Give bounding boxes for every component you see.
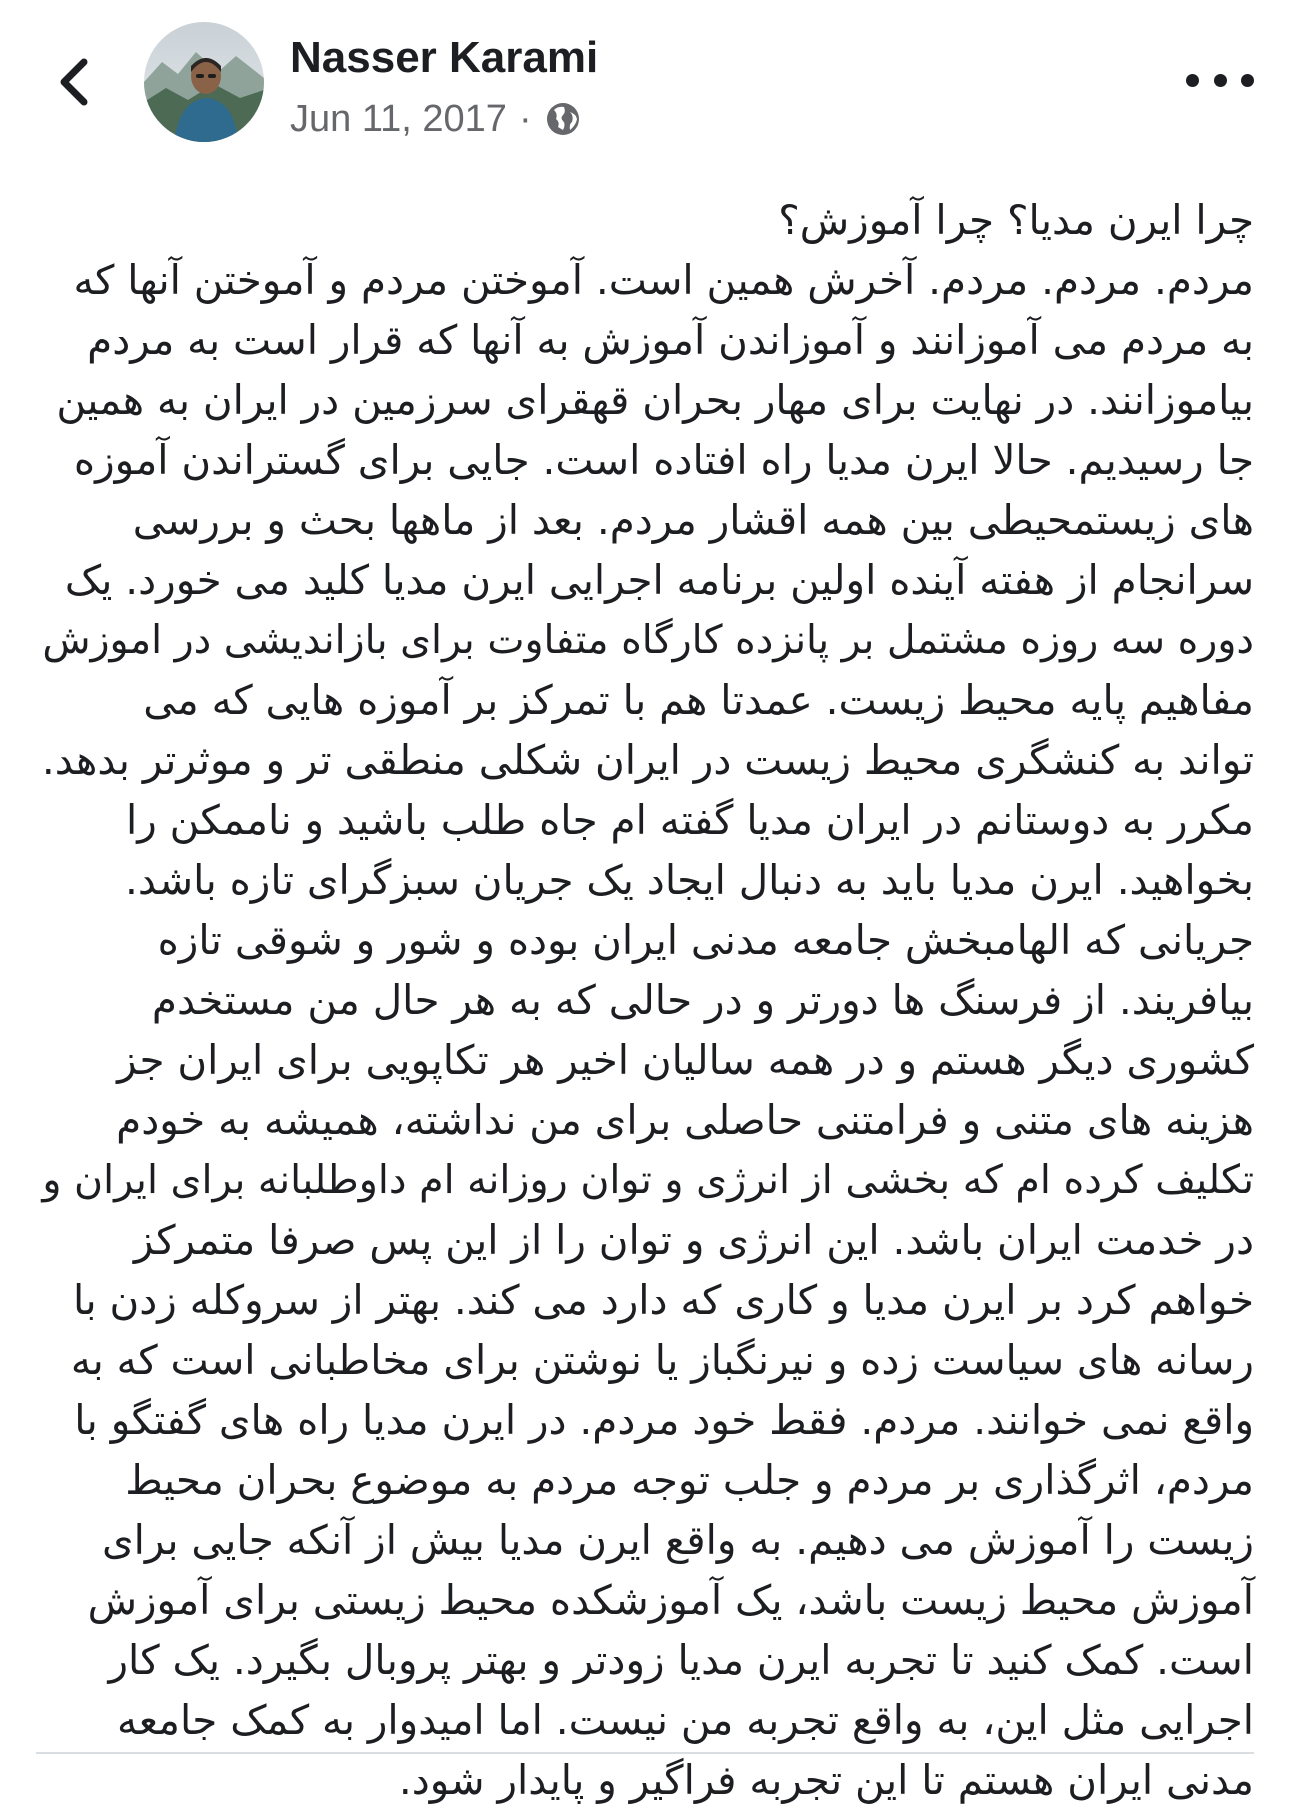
avatar[interactable]	[144, 22, 264, 142]
post-text-line: مدنی ایران هستم تا این تجربه فراگیر و پایدار شود.	[398, 1756, 1254, 1804]
author-name[interactable]: Nasser Karami	[290, 33, 599, 82]
post-text-line: دوره سه روزه مشتمل بر پانزده کارگاه متفاوت برای بازاندیشی در اموزش	[42, 617, 1254, 663]
more-dot-icon	[1186, 74, 1199, 87]
post-text-line: چرا ایرن مدیا؟ چرا آموزش؟	[778, 196, 1254, 244]
post-text-line: بیاموزانند. در نهایت برای مهار بحران قهقرای سرزمین در ایران به همین	[56, 376, 1254, 424]
post-text-line: اجرایی مثل این، به واقع تجربه من نیست. اما امیدوار به کمک جامعه	[117, 1696, 1254, 1744]
more-dot-icon	[1241, 74, 1254, 87]
post-text	[36, 190, 1254, 1810]
avatar-image	[144, 22, 264, 142]
chevron-left-icon	[54, 54, 94, 110]
meta-separator: ·	[518, 97, 532, 140]
post-text-line: های زیستمحیطی بین همه اقشار مردم. بعد از ماهها بحث و بررسی	[132, 496, 1254, 544]
post-text-line: تکلیف کرده ام که بخشی از انرژی و توان روزانه ام داوطلبانه برای ایران و	[42, 1157, 1254, 1203]
post-text-line: سرانجام از هفته آینده اولین برنامه اجرایی ایرن مدیا کلید می خورد. یک	[64, 556, 1254, 604]
back-button[interactable]	[44, 46, 104, 118]
more-dot-icon	[1214, 74, 1227, 87]
post-text-line: به مردم می آموزانند و آموزاندن آموزش به آنها که قرار است به مردم	[87, 316, 1254, 364]
post-text-line: مردم، اثرگذاری بر مردم و جلب توجه مردم به موضوع بحران محیط	[125, 1456, 1254, 1504]
post-text-line: مردم. مردم. مردم. آخرش همین است. آموختن مردم و آموختن آنها که	[73, 256, 1254, 304]
post-text-line: جا رسیدیم. حالا ایرن مدیا راه افتاده است. جایی برای گستراندن آموزه	[73, 436, 1254, 484]
post-text-line: مکرر به دوستانم در ایران مدیا گفته ام جاه طلب باشید و ناممکن را	[126, 796, 1254, 844]
more-options-button[interactable]	[1186, 58, 1254, 102]
globe-icon	[544, 100, 582, 138]
post-text-line: در خدمت ایران باشد. این انرژی و توان را از این پس صرفا متمرکز	[133, 1216, 1254, 1264]
post-text-line: بخواهید. ایرن مدیا باید به دنبال ایجاد یک جریان سبزگرای تازه باشد.	[125, 856, 1254, 904]
post-text-line: کشوری دیگر هستم و در همه سالیان اخیر هر تکاپویی برای ایران جز	[117, 1036, 1254, 1084]
post-text-line: خواهم کرد بر ایرن مدیا و کاری که دارد می کند. بهتر از سروکله زدن با	[73, 1276, 1254, 1324]
post-text-line: است. کمک کنید تا تجربه ایرن مدیا زودتر و بهتر پروبال بگیرد. یک کار	[108, 1636, 1254, 1684]
post-text-line: آموزش محیط زیست باشد، یک آموزشکده محیط زیستی برای آموزش	[87, 1576, 1254, 1624]
post-text-line: هزینه های متنی و فرامتنی حاصلی برای من نداشته، همیشه به خودم	[116, 1096, 1254, 1144]
post-text-line: رسانه های سیاست زده و نیرنگباز یا نوشتن برای مخاطبانی است که به	[70, 1336, 1254, 1384]
post-text-line: مفاهیم پایه محیط زیست. عمدتا هم با تمرکز بر آموزه هایی که می	[143, 676, 1254, 724]
post-text-line: زیست را آموزش می دهیم. به واقع ایرن مدیا بیش از آنکه جایی برای	[101, 1516, 1254, 1564]
divider	[36, 1752, 1254, 1754]
post-text-line: جریانی که الهامبخش جامعه مدنی ایران بوده و شور و شوقی تازه	[157, 916, 1254, 964]
post-text-line: تواند به کنشگری محیط زیست در ایران شکلی منطقی تر و موثرتر بدهد.	[41, 736, 1254, 784]
post-text-line: واقع نمی خوانند. مردم. فقط خود مردم. در ایرن مدیا راه های گفتگو با	[74, 1396, 1254, 1444]
post-text-line: بیافریند. از فرسنگ ها دورتر و در حالی که به هر حال من مستخدم	[151, 976, 1254, 1024]
post-date[interactable]: Jun 11, 2017	[290, 97, 507, 140]
post-header	[0, 0, 1290, 170]
post-meta	[290, 94, 582, 144]
